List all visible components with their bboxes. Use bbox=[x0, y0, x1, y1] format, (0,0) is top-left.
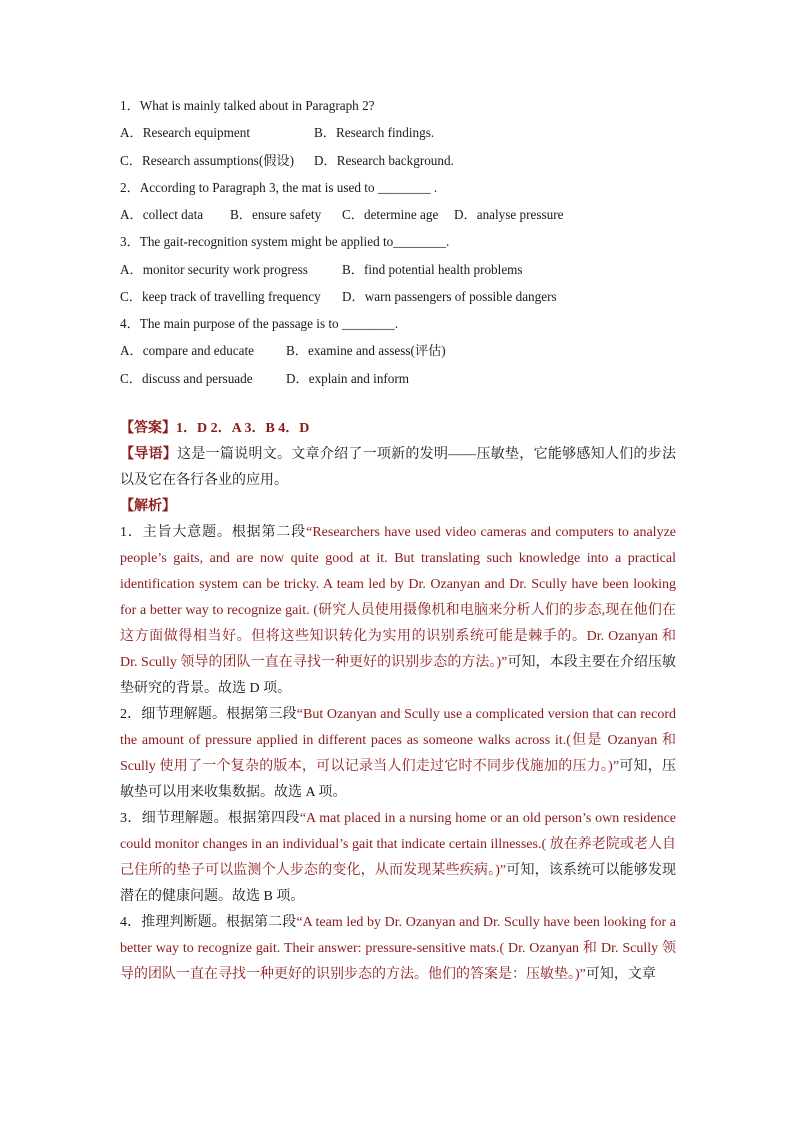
option-b: B．find potential health problems bbox=[342, 262, 523, 277]
analysis-quote: “But Ozanyan and Scully use a complicated version that can record the amount of pressure applied in different paces as someone walks across it.(但是 Ozanyan 和 Scully 使用了一个复杂的版本，可以记录当人们走过它时不同步伐施加的压力。)” bbox=[120, 707, 676, 774]
guide-label: 【导语】 bbox=[120, 447, 178, 462]
analysis-item-2 bbox=[120, 702, 676, 806]
analysis-item-1 bbox=[120, 520, 676, 702]
analysis-conclusion: 可知，本段主要在介绍压敏垫研究的背景。故选 D 项。 bbox=[120, 655, 677, 696]
analysis-intro: 4．推理判断题。根据第二段 bbox=[120, 915, 297, 930]
guide-paragraph bbox=[120, 442, 676, 494]
option-c: C．determine age bbox=[342, 207, 439, 222]
analysis-heading bbox=[120, 494, 676, 520]
answer-line bbox=[120, 416, 676, 442]
option-c: C．Research assumptions(假设) bbox=[120, 153, 294, 168]
option-d: D．Research background. bbox=[314, 153, 454, 168]
question-3-stem: 3．The gait-recognition system might be applied to________. bbox=[120, 234, 450, 249]
analysis-quote: “A mat placed in a nursing home or an old person’s own residence could monitor changes in an individual’s gait that indicate certain illnesses.( 放在养老院或老人自己住所的垫子可以监测个人步态的变化，从而发现某些疾病。)” bbox=[120, 811, 676, 878]
option-a: A．compare and educate bbox=[120, 343, 255, 358]
analysis-label: 【解析】 bbox=[120, 499, 176, 514]
option-a: A．Research equipment bbox=[120, 125, 251, 140]
option-b: B．ensure safety bbox=[230, 207, 322, 222]
answer-key: 1．D 2．A 3．B 4．D bbox=[176, 421, 310, 436]
question-2-stem: 2．According to Paragraph 3, the mat is used to ________ . bbox=[120, 180, 438, 195]
question-1-stem: 1．What is mainly talked about in Paragraph 2? bbox=[120, 98, 375, 113]
analysis-conclusion: 可知，压敏垫可以用来收集数据。故选 A 项。 bbox=[120, 759, 677, 800]
analysis-item-4 bbox=[120, 910, 676, 988]
option-c: C．keep track of travelling frequency bbox=[120, 289, 321, 304]
answer-label: 【答案】 bbox=[120, 421, 176, 436]
analysis-intro: 1．主旨大意题。根据第二段 bbox=[120, 525, 307, 540]
analysis-conclusion: 可知，该系统可以能够发现潜在的健康问题。故选 B 项。 bbox=[120, 863, 677, 904]
analysis-quote: “Researchers have used video cameras and computers to analyze people’s gaits, and are now quite good at it. But translating such knowledge into a practical identification system can be tricky. A team led by Dr. Ozanyan and Dr. Scully have been looking for a better way to recognize gait. (研究人员使用摄像机和电脑来分析人们的步态,现在他们在这方面做得相当好。但将这些知识转化为实用的识别系统可能是棘手的。Dr. Ozanyan 和 Dr. Scully 领导的团队一直在寻找一种更好的识别步态的方法。)” bbox=[120, 525, 676, 670]
option-d: D．explain and inform bbox=[286, 371, 410, 386]
analysis-conclusion: 可知，文章 bbox=[585, 967, 656, 982]
option-a: A．collect data bbox=[120, 207, 204, 222]
analysis-quote: “A team led by Dr. Ozanyan and Dr. Scully have been looking for a better way to recognize gait. Their answer: pressure-sensitive mats.( Dr. Ozanyan 和 Dr. Scully 领导的团队一直在寻找一种更好的识别步态的方法。他们的答案是：压敏垫。)” bbox=[120, 915, 676, 982]
option-b: B．examine and assess(评估) bbox=[286, 343, 446, 358]
option-d: D．warn passengers of possible dangers bbox=[342, 289, 557, 304]
answer-section bbox=[120, 416, 676, 988]
option-b: B．Research findings. bbox=[314, 125, 435, 140]
option-d: D．analyse pressure bbox=[454, 207, 564, 222]
guide-text: 这是一篇说明文。文章介绍了一项新的发明——压敏垫，它能够感知人们的步法以及它在各行各业的应用。 bbox=[120, 447, 677, 488]
question-4-stem: 4．The main purpose of the passage is to ________. bbox=[120, 316, 398, 331]
analysis-intro: 3．细节理解题。根据第四段 bbox=[120, 811, 300, 826]
option-a: A．monitor security work progress bbox=[120, 262, 308, 277]
analysis-item-3 bbox=[120, 806, 676, 910]
analysis-intro: 2．细节理解题。根据第三段 bbox=[120, 707, 297, 722]
option-c: C．discuss and persuade bbox=[120, 371, 253, 386]
